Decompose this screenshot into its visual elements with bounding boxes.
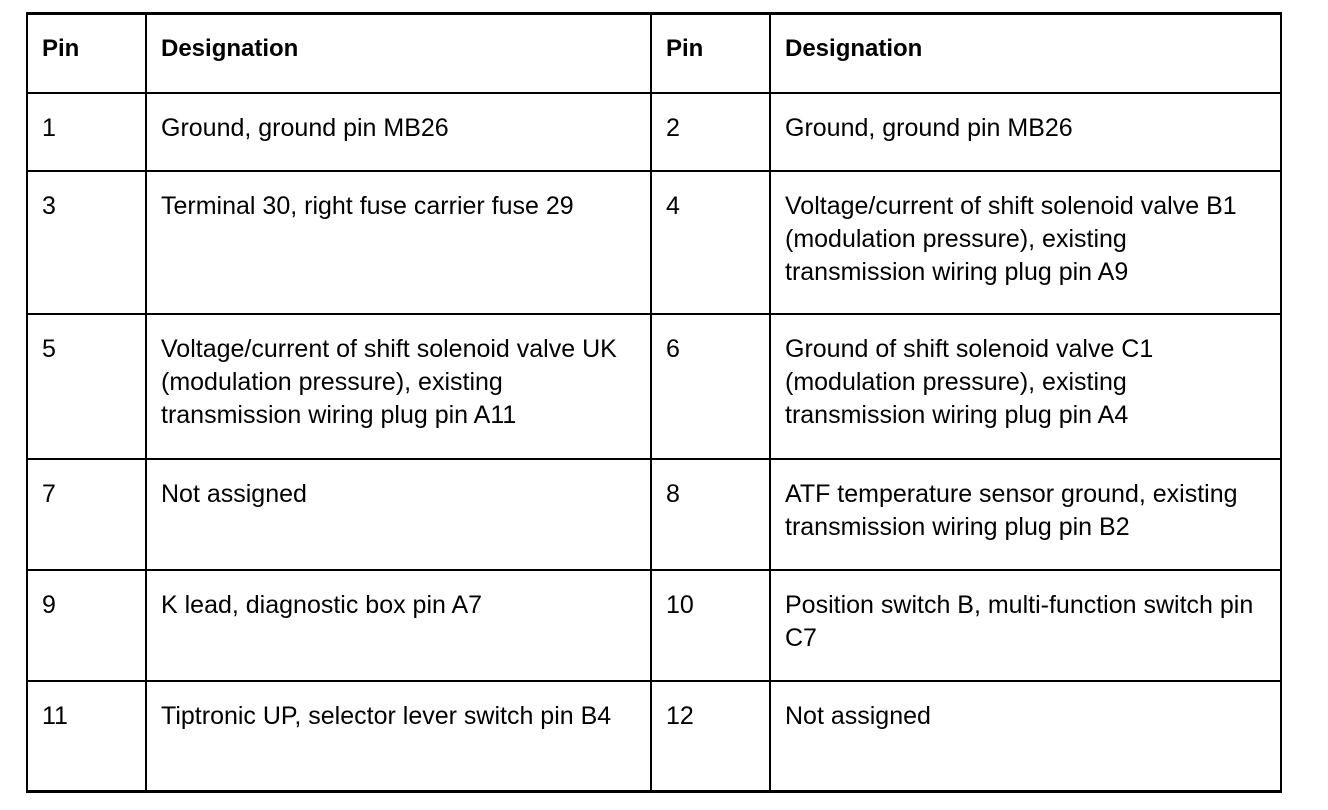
table-row xyxy=(27,171,1281,314)
designation-cell: Ground, ground pin MB26 xyxy=(770,93,1281,171)
pin-number-cell: 12 xyxy=(651,681,770,792)
pin-number-cell: 9 xyxy=(27,570,146,681)
header-pin-left: Pin xyxy=(27,14,146,94)
pin-number-cell: 10 xyxy=(651,570,770,681)
pin-number-cell: 8 xyxy=(651,459,770,570)
designation-cell: Ground of shift solenoid valve C1 (modulation pressure), existing transmission wiring plug pin A4 xyxy=(770,314,1281,459)
header-designation-left: Designation xyxy=(146,14,651,94)
header-pin-right: Pin xyxy=(651,14,770,94)
pin-number-cell: 4 xyxy=(651,171,770,314)
pin-number-cell: 3 xyxy=(27,171,146,314)
designation-cell: Voltage/current of shift solenoid valve B1 (modulation pressure), existing transmission wiring plug pin A9 xyxy=(770,171,1281,314)
designation-cell: Ground, ground pin MB26 xyxy=(146,93,651,171)
designation-cell: Voltage/current of shift solenoid valve UK (modulation pressure), existing transmission wiring plug pin A11 xyxy=(146,314,651,459)
pin-number-cell: 6 xyxy=(651,314,770,459)
pin-number-cell: 2 xyxy=(651,93,770,171)
pin-number-cell: 5 xyxy=(27,314,146,459)
table-row xyxy=(27,93,1281,171)
pin-number-cell: 11 xyxy=(27,681,146,792)
table-row xyxy=(27,459,1281,570)
table-row xyxy=(27,570,1281,681)
designation-cell: K lead, diagnostic box pin A7 xyxy=(146,570,651,681)
designation-cell: Tiptronic UP, selector lever switch pin B4 xyxy=(146,681,651,792)
designation-cell: Not assigned xyxy=(770,681,1281,792)
designation-cell: Not assigned xyxy=(146,459,651,570)
pin-number-cell: 7 xyxy=(27,459,146,570)
designation-cell: ATF temperature sensor ground, existing transmission wiring plug pin B2 xyxy=(770,459,1281,570)
table-row xyxy=(27,681,1281,792)
pin-number-cell: 1 xyxy=(27,93,146,171)
designation-cell: Position switch B, multi-function switch pin C7 xyxy=(770,570,1281,681)
designation-cell: Terminal 30, right fuse carrier fuse 29 xyxy=(146,171,651,314)
header-designation-right: Designation xyxy=(770,14,1281,94)
table-header-row xyxy=(27,14,1281,94)
pin-assignment-table xyxy=(26,12,1282,793)
table-row xyxy=(27,314,1281,459)
